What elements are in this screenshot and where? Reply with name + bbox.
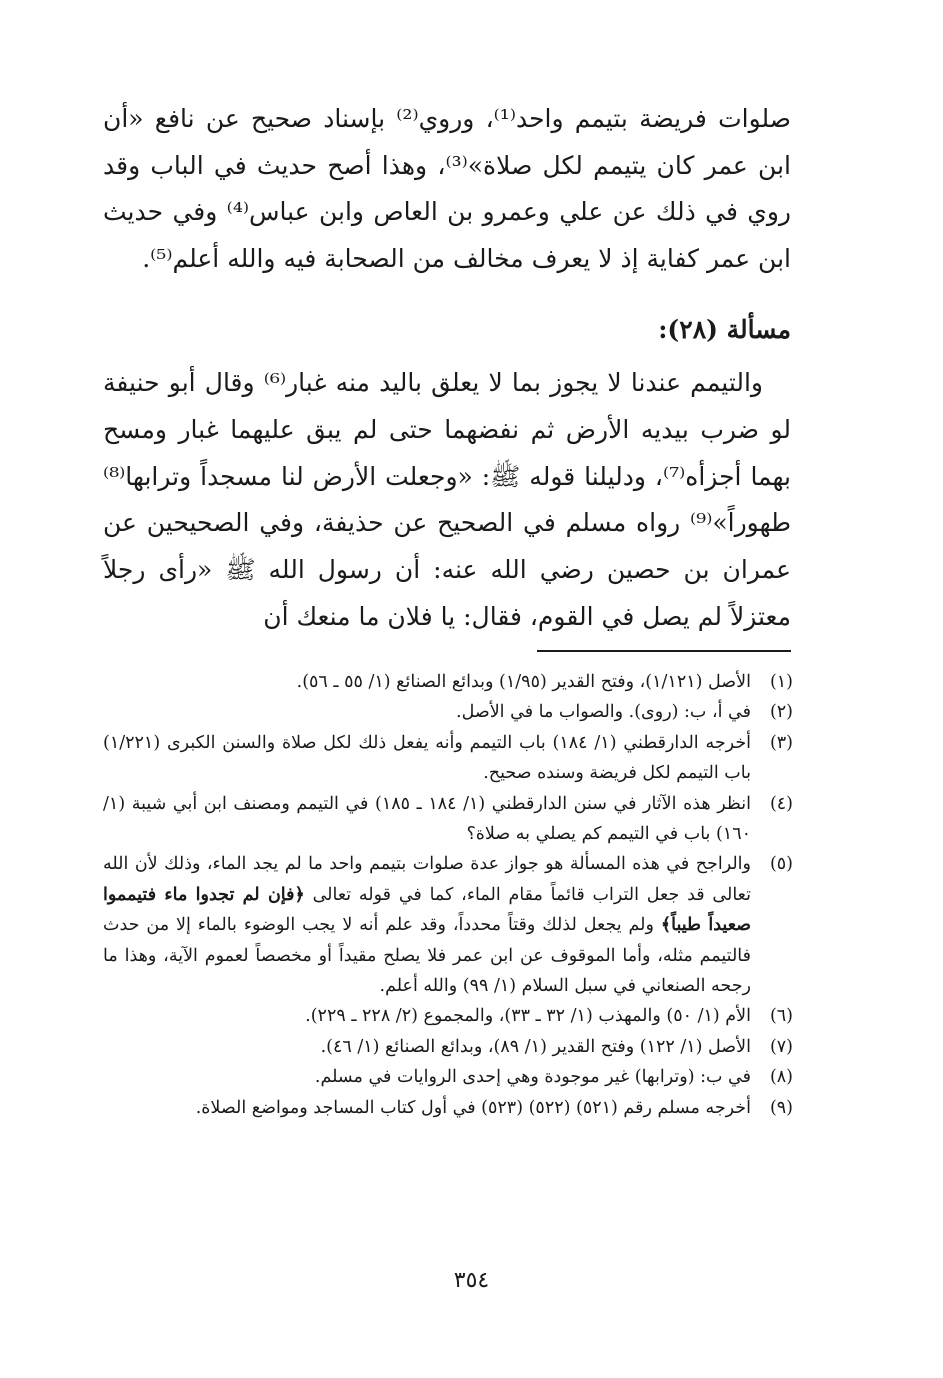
- main-text-block: [103, 96, 791, 282]
- footnote: [103, 697, 793, 727]
- footnote-number: (٥): [769, 854, 793, 875]
- footnote-text: أخرجه مسلم رقم (٥٢١) (٥٢٢) (٥٢٣) في أول كتاب المساجد ومواضع الصلاة.: [195, 1097, 751, 1118]
- section-heading: مسألة (٢٨):: [658, 315, 791, 344]
- footnote-text: [103, 849, 751, 1001]
- footnote: [103, 789, 793, 850]
- footnote-number: (٦): [769, 1006, 793, 1027]
- footnote: [103, 728, 793, 789]
- footnote: [103, 1001, 793, 1031]
- footnote-text-part: ولم يجعل لذلك وقتاً محدداً، وقد علم أنه لا يجب الوضوء بالماء إلا من حدث فالتيمم مثله، وأما الموقوف عن ابن عمر فلا يصلح مقيداً أو مخصصاً لعموم الآية، وهذا ما رجحه الصنعاني في سبل السلام (١/ ٩٩) والله أعلم.: [103, 915, 751, 997]
- footnote-text: الأصل (١/١٢١)، وفتح القدير (١/٩٥) وبدائع الصنائع (١/ ٥٥ ـ ٥٦).: [296, 672, 751, 692]
- footnote-text: أخرجه الدارقطني (١/ ١٨٤) باب التيمم وأنه يفعل ذلك لكل صلاة والسنن الكبرى (١/٢٢١) باب التيمم لكل فريضة وسنده صحيح.: [103, 732, 751, 784]
- page-number: ٣٥٤: [453, 1268, 490, 1293]
- footnote-number: (٤): [769, 793, 793, 814]
- footnote-separator: [537, 650, 791, 652]
- footnote-text: في أ، ب: (روى). والصواب ما في الأصل.: [456, 702, 751, 723]
- footnote-number: (٧): [769, 1036, 793, 1057]
- footnote: [103, 667, 793, 697]
- footnote-number: (٣): [769, 732, 793, 753]
- footnote: [103, 1062, 793, 1092]
- footnote: [103, 849, 793, 1001]
- footnote-number: (٢): [769, 702, 793, 723]
- footnote-number: (٨): [769, 1067, 793, 1088]
- footnote-text: الأصل (١/ ١٢٢) وفتح القدير (١/ ٨٩)، وبدائع الصنائع (١/ ٤٦).: [320, 1036, 751, 1057]
- footnote-text: انظر هذه الآثار في سنن الدارقطني (١/ ١٨٤ ـ ١٨٥) في التيمم ومصنف ابن أبي شيبة (١/ ١٦٠) باب في التيمم كم يصلي به صلاة؟: [103, 793, 751, 845]
- footnote-text: الأم (١/ ٥٠) والمهذب (١/ ٣٢ ـ ٣٣)، والمجموع (٢/ ٢٢٨ ـ ٢٢٩).: [305, 1006, 751, 1027]
- footnotes-list: [103, 667, 793, 1123]
- footnote-text: في ب: (وترابها) غير موجودة وهي إحدى الروايات في مسلم.: [314, 1067, 751, 1088]
- footnote-number: (١): [769, 672, 793, 692]
- footnote: [103, 1032, 793, 1062]
- footnote-text-part: والراجح في هذه المسألة هو جواز عدة صلوات بتيمم واحد ما لم يجد الماء، وذلك لأن الله تعالى قد جعل التراب قائماً مقام الماء، كما في قوله تعالى: [103, 854, 751, 905]
- footnote-number: (٩): [769, 1097, 793, 1118]
- main-text-block-2: [103, 360, 791, 641]
- main-paragraph: والتيمم عندنا لا يجوز بما لا يعلق باليد منه غبار⁽⁶⁾ وقال أبو حنيفة لو ضرب بيديه الأرض ثم نفضهما حتى لم يبق عليهما غبار ومسح بهما أجزأه⁽⁷⁾، ودليلنا قوله ﷺ: «وجعلت الأرض لنا مسجداً وترابها⁽⁸⁾ طهوراً»⁽⁹⁾ رواه مسلم في الصحيح عن حذيفة، وفي الصحيحين عن عمران بن حصين رضي الله عنه: أن رسول الله ﷺ «رأى رجلاً معتزلاً لم يصل في القوم، فقال: يا فلان ما منعك أن: [103, 368, 791, 631]
- footnote: [103, 1093, 793, 1123]
- quran-verse: ﴿فإن لم تجدوا ماء فتيمموا صعيداً طيباً﴾: [103, 884, 751, 936]
- main-paragraph: صلوات فريضة بتيمم واحد⁽¹⁾، وروي⁽²⁾ بإسناد صحيح عن نافع «أن ابن عمر كان يتيمم لكل صلاة»⁽³⁾، وهذا أصح حديث في الباب وقد روي في ذلك عن علي وعمرو بن العاص وابن عباس⁽⁴⁾ وفي حديث ابن عمر كفاية إذ لا يعرف مخالف من الصحابة فيه والله أعلم⁽⁵⁾.: [103, 104, 791, 273]
